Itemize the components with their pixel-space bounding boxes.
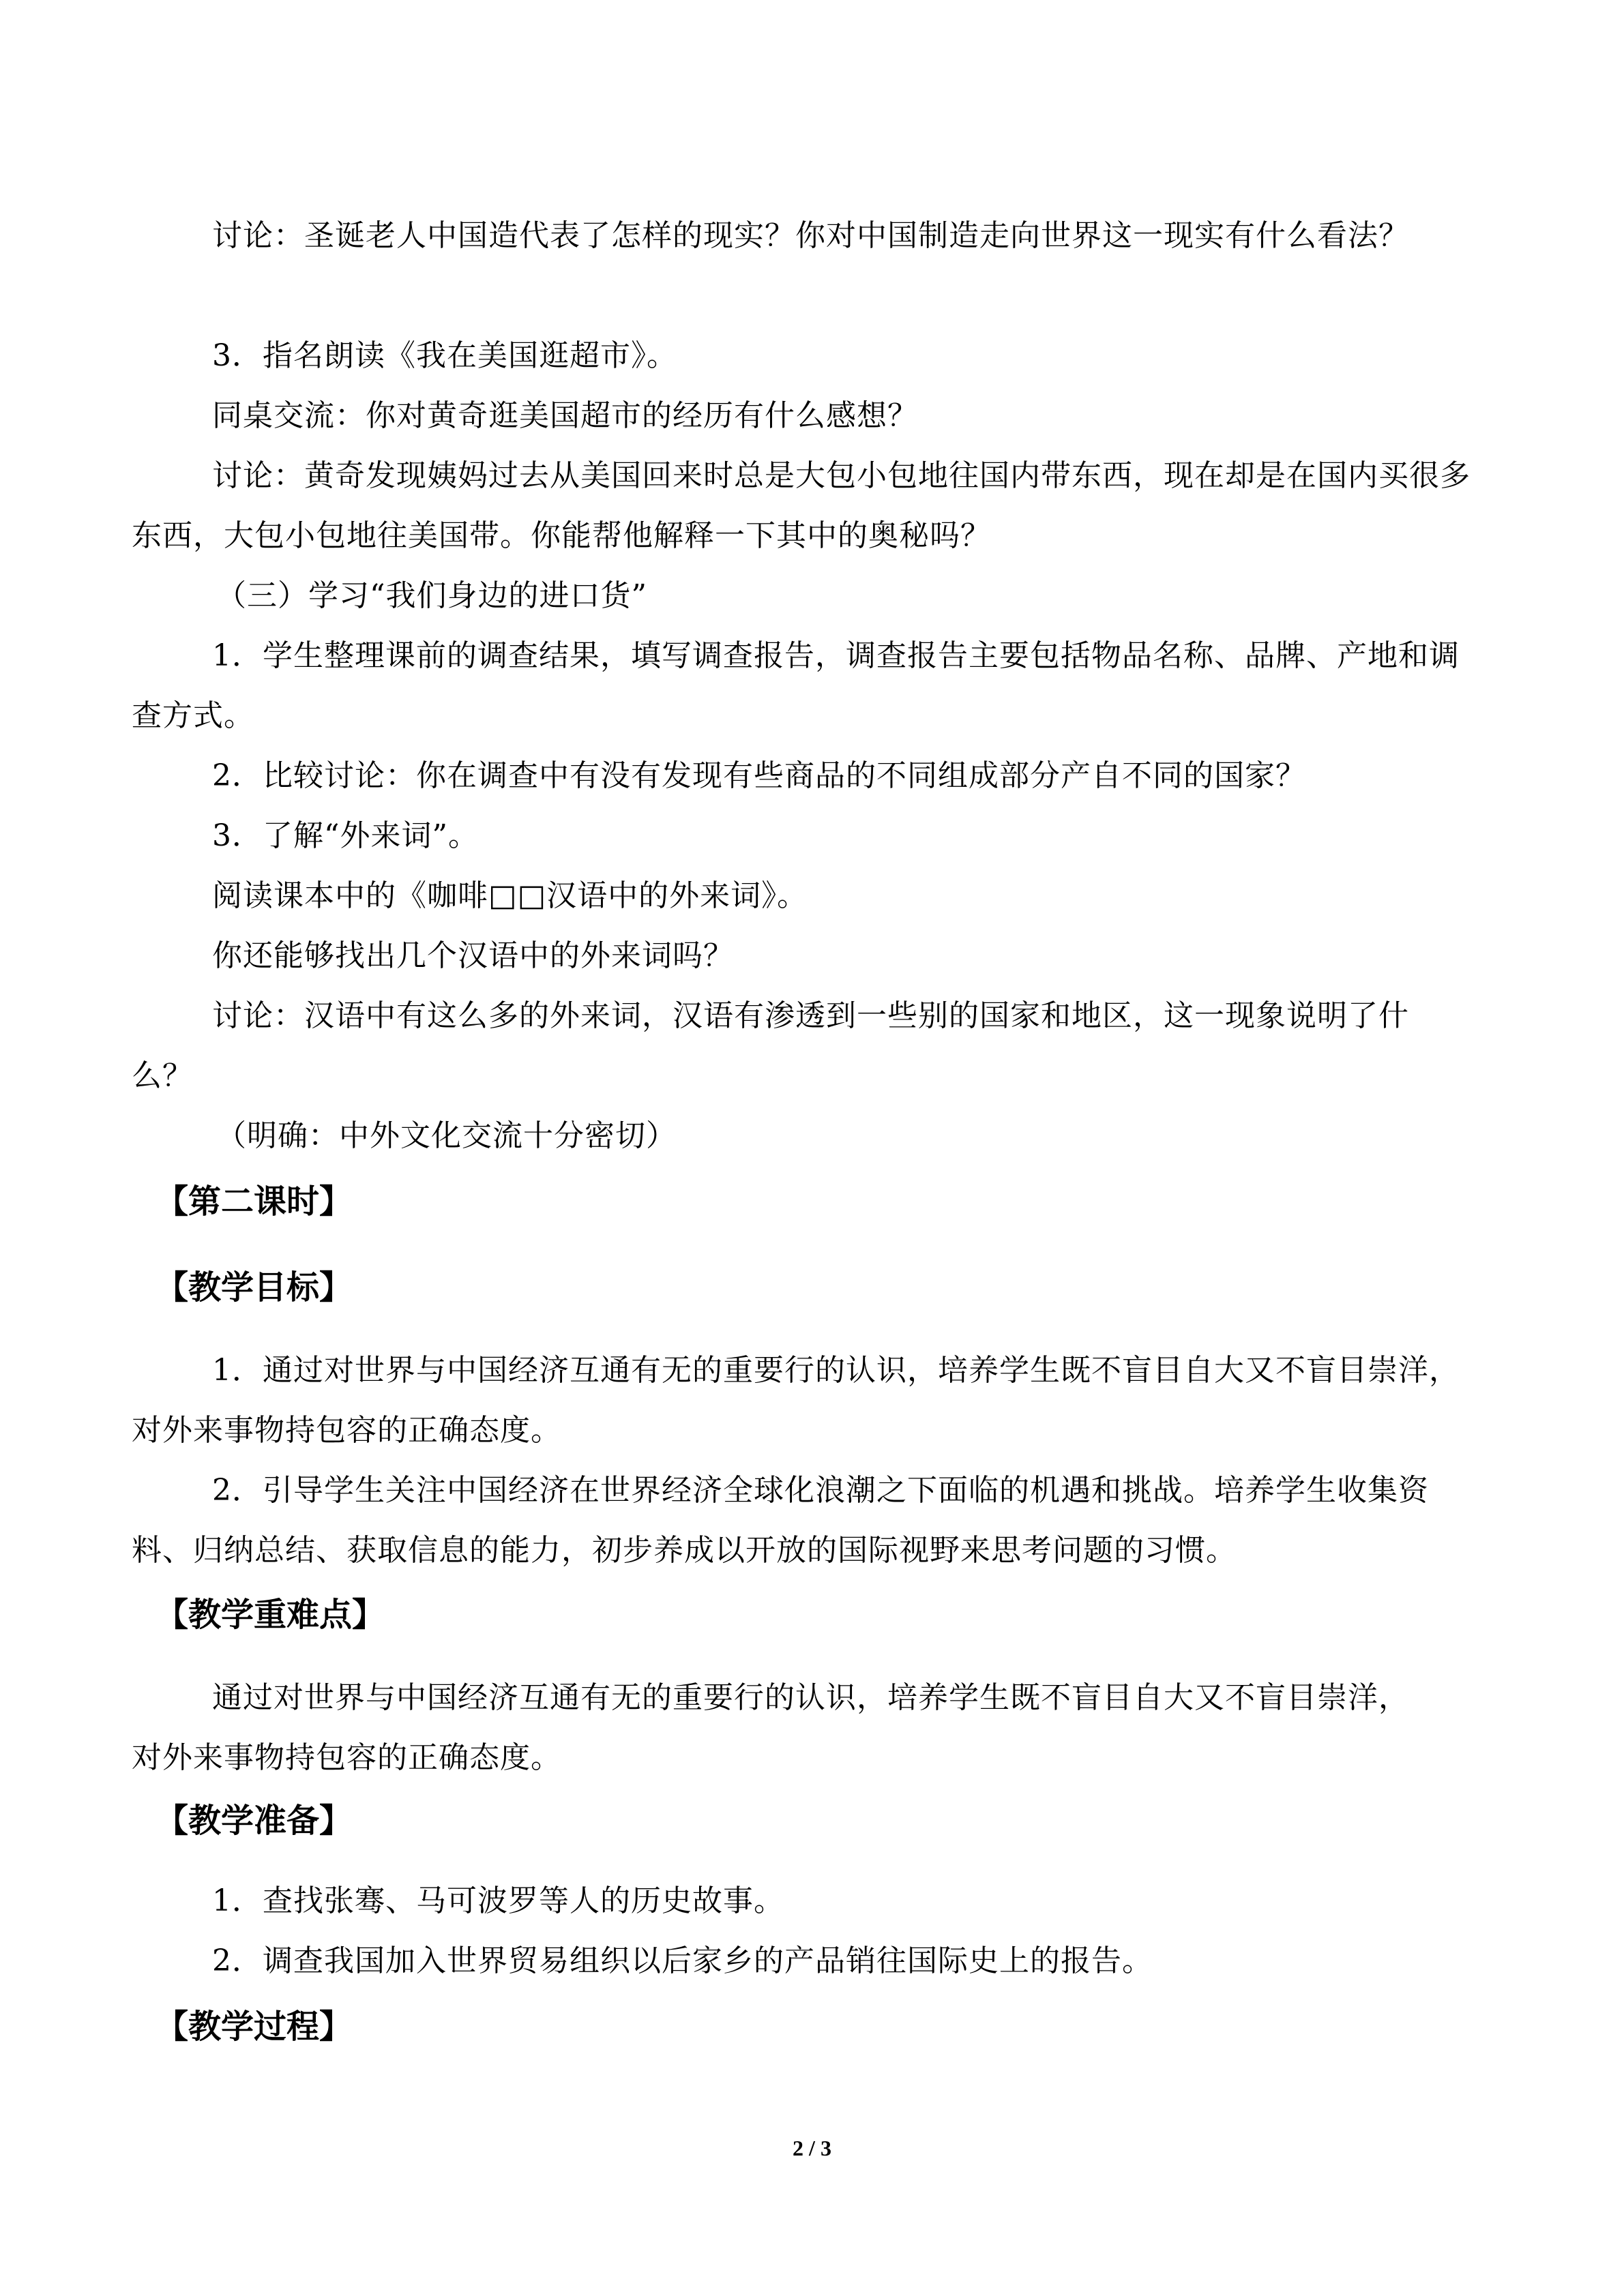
paragraph-survey-1: 1．学生整理课前的调查结果，填写调查报告，调查报告主要包括物品名称、品牌、产地和调查方式。 xyxy=(132,638,1460,733)
objective-item-2: 2．引导学生关注中国经济在世界经济全球化浪潮之下面临的机遇和挑战。培养学生收集资料、归纳总结、获取信息的能力，初步养成以开放的国际视野来思考问题的习惯。 xyxy=(132,1473,1429,1568)
paragraph-clarify: （明确：中外文化交流十分密切） xyxy=(216,1118,677,1153)
objective-item-1: 1．通过对世界与中国经济互通有无的重要行的认识，培养学生既不盲目自大又不盲目崇洋，对外来事物持包容的正确态度。 xyxy=(132,1353,1460,1448)
heading-lesson-two: 【第二课时】 xyxy=(156,1182,353,1221)
paragraph-section-three: （三）学习“我们身边的进口货” xyxy=(216,578,647,613)
preparation-item-2: 2．调查我国加入世界贸易组织以后家乡的产品销往国际史上的报告。 xyxy=(212,1943,1153,1978)
heading-process: 【教学过程】 xyxy=(156,2008,353,2046)
paragraph-loanwords-3: 3．了解“外来词”。 xyxy=(212,818,479,853)
heading-objectives: 【教学目标】 xyxy=(156,1268,353,1307)
page-number: 2 / 3 xyxy=(793,2136,831,2160)
heading-key-points: 【教学重难点】 xyxy=(156,1596,385,1634)
paragraph-read-aloud: 3．指名朗读《我在美国逛超市》。 xyxy=(212,338,677,373)
paragraph-find-loanwords: 你还能够找出几个汉语中的外来词吗？ xyxy=(212,938,734,973)
paragraph-discussion-santa: 讨论：圣诞老人中国造代表了怎样的现实？你对中国制造走向世界这一现实有什么看法？ xyxy=(212,218,1409,253)
keypoint-text: 通过对世界与中国经济互通有无的重要行的认识，培养学生既不盲目自大又不盲目崇洋，对外来事物持包容的正确态度。 xyxy=(132,1680,1409,1775)
paragraph-compare-2: 2．比较讨论：你在调查中有没有发现有些商品的不同组成部分产自不同的国家？ xyxy=(212,758,1306,793)
paragraph-discussion-huangqi: 讨论：黄奇发现姨妈过去从美国回来时总是大包小包地往国内带东西，现在却是在国内买很多东西，大包小包地往美国带。你能帮他解释一下其中的奥秘吗？ xyxy=(132,458,1471,553)
preparation-item-1: 1．查找张骞、马可波罗等人的历史故事。 xyxy=(212,1883,784,1918)
paragraph-discussion-loanwords: 讨论：汉语中有这么多的外来词，汉语有渗透到一些别的国家和地区，这一现象说明了什么？ xyxy=(132,998,1409,1093)
paragraph-read-coffee: 阅读课本中的《咖啡□□汉语中的外来词》。 xyxy=(212,878,808,913)
heading-preparation: 【教学准备】 xyxy=(156,1802,353,1840)
paragraph-desk-exchange: 同桌交流：你对黄奇逛美国超市的经历有什么感想？ xyxy=(212,398,918,433)
